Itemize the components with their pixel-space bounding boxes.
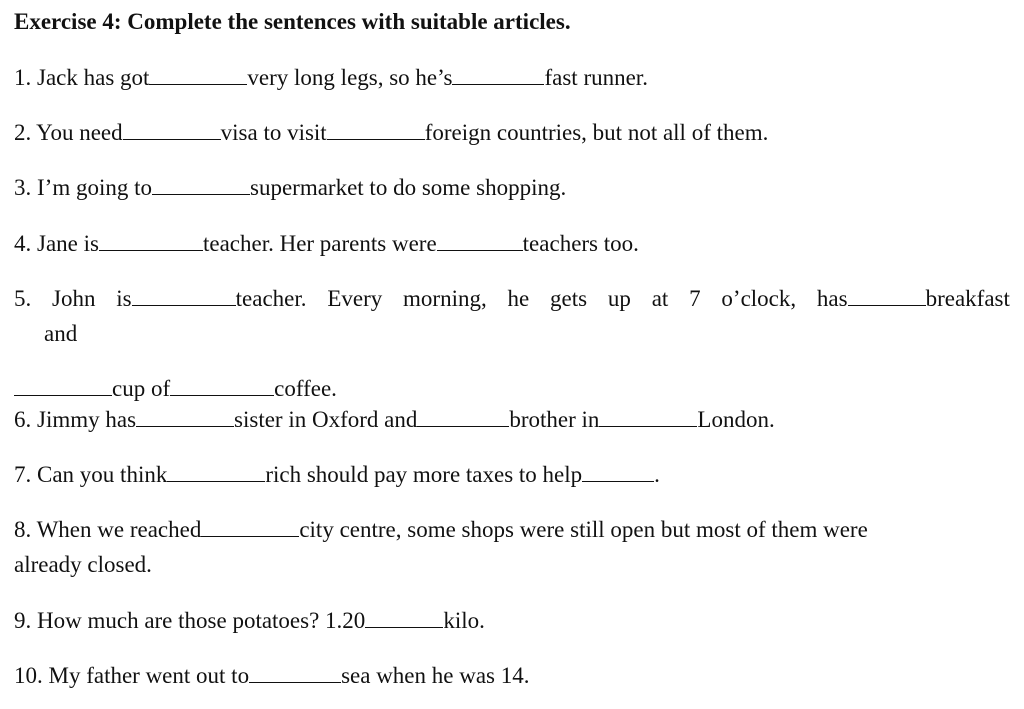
- answer-blank[interactable]: [123, 119, 221, 140]
- sentence-text: city centre, some shops were still open but most of them were: [299, 517, 868, 542]
- sentence-9: [14, 607, 485, 635]
- sentence-number: 8.: [14, 517, 32, 542]
- sentence-text: supermarket to do some shopping.: [250, 175, 567, 200]
- answer-blank[interactable]: [167, 461, 265, 482]
- sentence-number: 5.: [14, 286, 32, 311]
- answer-blank[interactable]: [149, 64, 247, 85]
- sentence-number: 4.: [14, 231, 32, 256]
- sentence-7: [14, 461, 660, 489]
- sentence-word: teacher.: [235, 286, 307, 311]
- answer-blank[interactable]: [417, 406, 509, 427]
- sentence-text: How much are those potatoes? 1.20: [37, 608, 366, 633]
- answer-blank[interactable]: [365, 607, 443, 628]
- sentence-word: morning,: [403, 286, 487, 311]
- sentence-8: [14, 516, 868, 544]
- answer-blank[interactable]: [249, 662, 341, 683]
- sentence-4: [14, 230, 639, 258]
- answer-blank[interactable]: [437, 230, 523, 251]
- sentence-text: fast runner.: [544, 65, 648, 90]
- sentence-number: 1.: [14, 65, 32, 90]
- sentence-5-continuation: and: [44, 321, 78, 346]
- sentence-text: foreign countries, but not all of them.: [424, 120, 769, 145]
- sentence-word: 7: [689, 286, 701, 311]
- sentence-text: Jane is: [37, 231, 99, 256]
- sentence-word: breakfast: [925, 286, 1010, 311]
- sentence-text: London.: [697, 407, 775, 432]
- sentence-text: I’m going to: [37, 175, 152, 200]
- sentence-text: sea when he was 14.: [341, 663, 530, 688]
- sentence-text: My father went out to: [48, 663, 250, 688]
- sentence-word: at: [651, 286, 669, 311]
- sentence-word: John: [52, 286, 96, 311]
- sentence-text: Jimmy has: [37, 407, 137, 432]
- sentence-number: 6.: [14, 407, 32, 432]
- sentence-text: Can you think: [37, 462, 168, 487]
- sentence-text: Jack has got: [37, 65, 150, 90]
- sentence-word: Every: [327, 286, 383, 311]
- answer-blank[interactable]: [582, 461, 654, 482]
- sentence-text: brother in: [509, 407, 600, 432]
- answer-blank[interactable]: [14, 375, 112, 396]
- sentence-text: sister in Oxford and: [234, 407, 418, 432]
- sentence-word: has: [816, 286, 848, 311]
- sentence-2: [14, 119, 768, 147]
- answer-blank[interactable]: [599, 406, 697, 427]
- sentence-text: .: [654, 462, 660, 487]
- answer-blank[interactable]: [170, 375, 274, 396]
- sentence-number: 3.: [14, 175, 32, 200]
- sentence-word: up: [607, 286, 631, 311]
- sentence-word: he: [507, 286, 530, 311]
- answer-blank[interactable]: [327, 119, 425, 140]
- sentence-text: You need: [36, 120, 123, 145]
- sentence-number: 2.: [14, 120, 32, 145]
- sentence-number: 7.: [14, 462, 32, 487]
- answer-blank[interactable]: [201, 516, 299, 537]
- sentence-5-continuation-2: [14, 375, 337, 403]
- sentence-word: gets: [550, 286, 588, 311]
- answer-blank[interactable]: [132, 285, 236, 306]
- answer-blank[interactable]: [152, 174, 250, 195]
- sentence-1: [14, 64, 648, 92]
- sentence-text: very long legs, so he’s: [247, 65, 453, 90]
- exercise-title: Exercise 4: Complete the sentences with suitable articles.: [14, 9, 571, 34]
- answer-blank[interactable]: [136, 406, 234, 427]
- answer-blank[interactable]: [848, 285, 926, 306]
- sentence-3: [14, 174, 566, 202]
- sentence-text: kilo.: [443, 608, 485, 633]
- sentence-text: rich should pay more taxes to help: [265, 462, 583, 487]
- sentence-number: 9.: [14, 608, 32, 633]
- sentence-6: [14, 406, 775, 434]
- sentence-word: o’clock,: [721, 286, 797, 311]
- sentence-10: [14, 662, 530, 690]
- sentence-text: teacher. Her parents were: [202, 231, 437, 256]
- sentence-8-continuation: already closed.: [14, 552, 152, 577]
- sentence-5: [14, 285, 1010, 313]
- sentence-text: teachers too.: [522, 231, 639, 256]
- sentence-word: is: [116, 286, 132, 311]
- sentence-text: When we reached: [36, 517, 202, 542]
- sentence-text: cup of: [112, 376, 171, 401]
- answer-blank[interactable]: [452, 64, 544, 85]
- answer-blank[interactable]: [99, 230, 203, 251]
- sentence-text: visa to visit: [220, 120, 327, 145]
- sentence-text: coffee.: [274, 376, 337, 401]
- sentence-number: 10.: [14, 663, 43, 688]
